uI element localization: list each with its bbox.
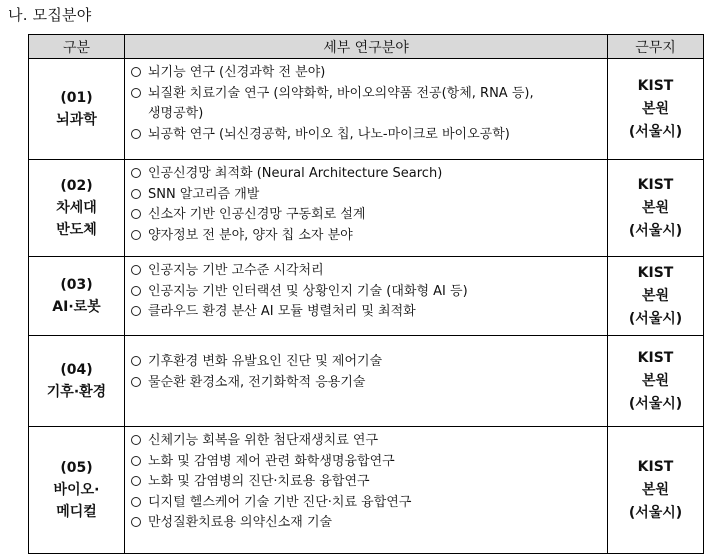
location-org: KIST	[637, 458, 674, 475]
category-name: 기후·환경	[46, 384, 107, 400]
detail-cell	[125, 427, 608, 554]
list-item	[131, 302, 603, 323]
location-city: (서울시)	[628, 395, 683, 412]
category-name: AI·로봇	[52, 299, 101, 315]
circle-icon	[131, 189, 141, 199]
circle-icon	[131, 286, 141, 296]
item-text: 양자정보 전 분야, 양자 칩 소자 분야	[148, 227, 353, 243]
location-org: KIST	[637, 176, 674, 193]
circle-icon	[131, 356, 141, 366]
list-item-continuation: 생명공학)	[148, 106, 204, 121]
item-text: 노화 및 감염병의 진단·치료용 융합연구	[148, 474, 370, 489]
location-org: KIST	[637, 264, 674, 281]
location-cell	[608, 427, 704, 554]
circle-icon	[131, 476, 141, 486]
location-site: 본원	[641, 100, 670, 117]
item-text: 인공지능 기반 인터랙션 및 상황인지 기술 (대화형 AI 등)	[148, 283, 468, 299]
category-cell	[29, 160, 125, 257]
list-item	[131, 452, 603, 473]
detail-cell	[125, 59, 608, 160]
location-cell	[608, 160, 704, 257]
table-row	[29, 160, 704, 257]
circle-icon	[131, 265, 141, 275]
table-row	[29, 59, 704, 160]
category-name: 뇌과학	[56, 112, 97, 128]
item-text: 신소자 기반 인공신경망 구동회로 설계	[148, 207, 366, 222]
circle-icon	[131, 435, 141, 445]
category-name: 메디컬	[56, 504, 97, 520]
location-org: KIST	[637, 349, 674, 366]
list-item	[131, 352, 603, 373]
list-item	[131, 226, 603, 247]
location-cell	[608, 336, 704, 427]
location-site: 본원	[641, 199, 670, 216]
category-name: 바이오·	[53, 482, 100, 498]
item-text: 인공지능 기반 고수준 시각처리	[148, 263, 324, 278]
location-site: 본원	[641, 287, 670, 304]
item-text: 뇌질환 치료기술 연구 (의약화학, 바이오의약품 전공(항체, RNA 등),	[148, 85, 534, 101]
circle-icon	[131, 230, 141, 240]
list-item	[131, 493, 603, 514]
table-row	[29, 257, 704, 336]
table-row	[29, 427, 704, 554]
header-category: 구분	[29, 35, 125, 59]
category-code: (05)	[60, 460, 93, 476]
list-item	[131, 164, 603, 185]
location-cell	[608, 59, 704, 160]
circle-icon	[131, 377, 141, 387]
circle-icon	[131, 129, 141, 139]
list-item	[131, 513, 603, 534]
header-detail: 세부 연구분야	[125, 35, 608, 59]
location-city: (서울시)	[628, 123, 683, 140]
location-org: KIST	[637, 77, 674, 94]
item-text: 뇌기능 연구 (신경과학 전 분야)	[148, 65, 326, 80]
item-text: 신체기능 회복을 위한 첨단재생치료 연구	[148, 433, 379, 448]
category-name: 차세대	[56, 200, 97, 216]
circle-icon	[131, 209, 141, 219]
list-item	[131, 84, 603, 105]
category-cell	[29, 257, 125, 336]
category-cell	[29, 59, 125, 160]
item-text: 만성질환치료용 의약신소재 기술	[148, 515, 333, 530]
category-code: (04)	[60, 362, 93, 378]
list-item	[131, 282, 603, 303]
item-text: 기후환경 변화 유발요인 진단 및 제어기술	[148, 354, 383, 369]
detail-cell	[125, 160, 608, 257]
location-site: 본원	[641, 481, 670, 498]
category-code: (01)	[60, 90, 93, 106]
category-code: (03)	[60, 277, 93, 293]
section-title: 나. 모집분야	[8, 6, 92, 24]
category-cell	[29, 336, 125, 427]
location-city: (서울시)	[628, 310, 683, 327]
list-item	[131, 472, 603, 493]
table-header-row	[29, 35, 704, 59]
category-cell	[29, 427, 125, 554]
recruitment-fields-table	[28, 34, 704, 554]
category-code: (02)	[60, 178, 93, 194]
list-item	[131, 261, 603, 282]
list-item	[131, 185, 603, 206]
circle-icon	[131, 497, 141, 507]
circle-icon	[131, 517, 141, 527]
location-city: (서울시)	[628, 504, 683, 521]
detail-cell	[125, 336, 608, 427]
circle-icon	[131, 88, 141, 98]
item-text: 디지털 헬스케어 기술 기반 진단·치료 융합연구	[148, 494, 412, 510]
list-item	[131, 63, 603, 84]
circle-icon	[131, 306, 141, 316]
list-item	[131, 431, 603, 452]
circle-icon	[131, 456, 141, 466]
category-name: 반도체	[56, 222, 97, 238]
location-cell	[608, 257, 704, 336]
item-text: 인공신경망 최적화 (Neural Architecture Search)	[148, 166, 443, 181]
location-site: 본원	[641, 372, 670, 389]
list-item	[131, 125, 603, 146]
circle-icon	[131, 168, 141, 178]
circle-icon	[131, 67, 141, 77]
detail-cell	[125, 257, 608, 336]
list-item	[131, 373, 603, 394]
list-item	[131, 205, 603, 226]
item-text: 클라우드 환경 분산 AI 모듈 병렬처리 및 최적화	[148, 304, 416, 319]
item-text: 물순환 환경소재, 전기화학적 응용기술	[148, 374, 366, 390]
item-text: 뇌공학 연구 (뇌신경공학, 바이오 칩, 나노-마이크로 바이오공학)	[148, 126, 510, 142]
item-text: SNN 알고리즘 개발	[148, 186, 260, 202]
table-row	[29, 336, 704, 427]
item-text: 노화 및 감염병 제어 관련 화학생명융합연구	[148, 453, 395, 469]
location-city: (서울시)	[628, 222, 683, 239]
header-location: 근무지	[608, 35, 704, 59]
